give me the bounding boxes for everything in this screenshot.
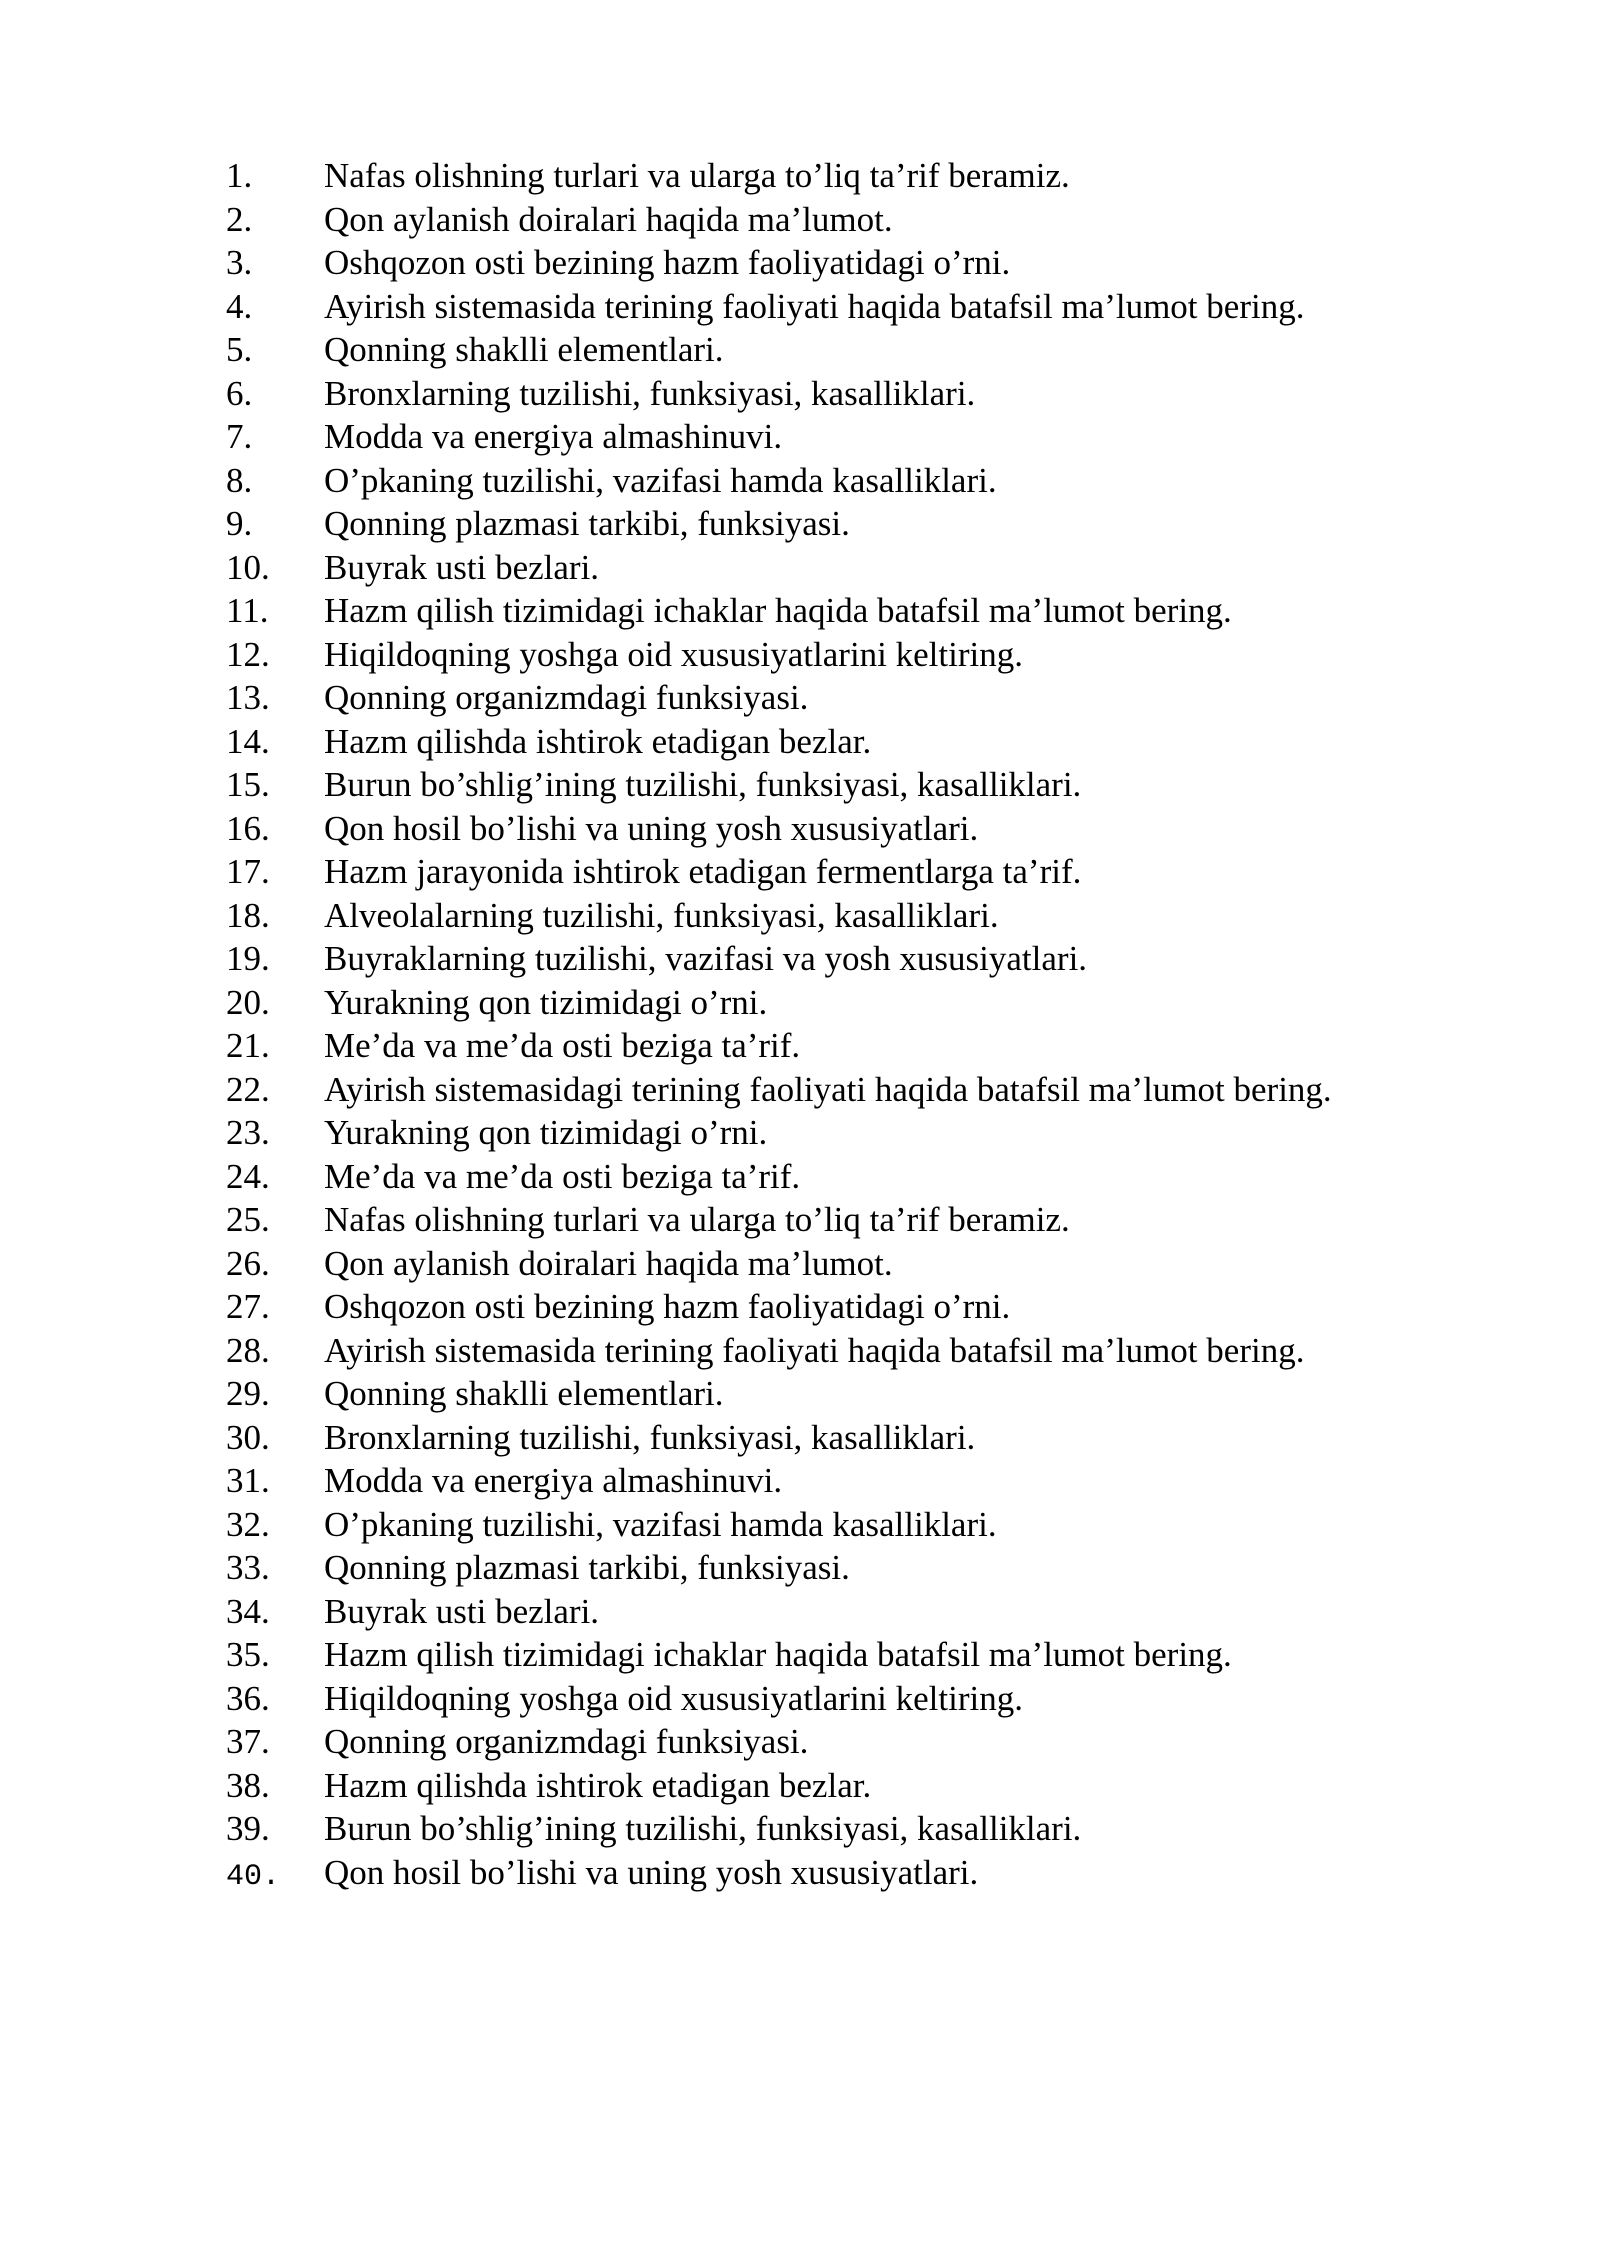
question-text: Qonning shaklli elementlari.	[324, 330, 724, 369]
question-item	[226, 981, 1466, 1025]
question-number: 33.	[226, 1548, 270, 1587]
question-number: 13.	[226, 678, 270, 717]
question-number: 37.	[226, 1722, 270, 1761]
question-item	[226, 720, 1466, 764]
question-item	[226, 1459, 1466, 1503]
question-number: 24.	[226, 1156, 270, 1196]
question-item	[226, 415, 1466, 459]
question-text: Qon hosil bo’lishi va uning yosh xususiyatlari.	[324, 808, 979, 848]
question-item	[226, 1851, 1466, 1895]
question-number: 22.	[226, 1069, 270, 1109]
question-text: Qonning organizmdagi funksiyasi.	[324, 1722, 809, 1761]
question-number: 12.	[226, 634, 270, 674]
question-number: 25.	[226, 1200, 270, 1239]
question-item	[226, 1677, 1466, 1721]
question-number: 10.	[226, 547, 270, 587]
question-text: Qon hosil bo’lishi va uning yosh xususiyatlari.	[324, 1852, 979, 1892]
question-item	[226, 1198, 1466, 1242]
question-text: Hazm qilish tizimidagi ichaklar haqida batafsil ma’lumot bering.	[324, 591, 1232, 630]
question-item	[226, 763, 1466, 807]
question-item	[226, 1416, 1466, 1460]
question-number: 15.	[226, 765, 270, 804]
question-text: Ayirish sistemasida terining faoliyati haqida batafsil ma’lumot bering.	[324, 286, 1305, 326]
question-number: 19.	[226, 939, 270, 978]
question-item	[226, 1633, 1466, 1677]
question-text: Qonning plazmasi tarkibi, funksiyasi.	[324, 504, 850, 543]
question-item	[226, 894, 1466, 938]
question-item	[226, 1024, 1466, 1068]
question-item	[226, 1329, 1466, 1373]
question-item	[226, 1720, 1466, 1764]
question-number: 34.	[226, 1591, 270, 1631]
question-text: Qon aylanish doiralari haqida ma’lumot.	[324, 1243, 893, 1283]
question-text: Ayirish sistemasidagi terining faoliyati haqida batafsil ma’lumot bering.	[324, 1069, 1332, 1109]
question-text: Bronxlarning tuzilishi, funksiyasi, kasalliklari.	[324, 1417, 976, 1457]
question-text: Hazm qilish tizimidagi ichaklar haqida batafsil ma’lumot bering.	[324, 1635, 1232, 1674]
question-text: Modda va energiya almashinuvi.	[324, 1461, 783, 1500]
question-number: 14.	[226, 721, 270, 761]
question-text: Yurakning qon tizimidagi o’rni.	[324, 982, 768, 1022]
question-number: 8.	[226, 460, 253, 500]
question-number: 16.	[226, 808, 270, 848]
question-number: 40.	[226, 1859, 281, 1894]
question-list	[226, 154, 1466, 1894]
question-item	[226, 850, 1466, 894]
question-text: Buyrak usti bezlari.	[324, 1591, 600, 1631]
question-item	[226, 1111, 1466, 1155]
question-number: 21.	[226, 1026, 270, 1065]
question-text: Oshqozon osti bezining hazm faoliyatidagi o’rni.	[324, 243, 1011, 282]
question-number: 36.	[226, 1678, 270, 1718]
question-number: 2.	[226, 199, 253, 239]
question-number: 17.	[226, 852, 270, 891]
question-text: O’pkaning tuzilishi, vazifasi hamda kasalliklari.	[324, 1504, 997, 1544]
question-number: 32.	[226, 1504, 270, 1544]
question-number: 20.	[226, 982, 270, 1022]
question-text: Hazm qilishda ishtirok etadigan bezlar.	[324, 721, 872, 761]
question-item	[226, 937, 1466, 981]
question-item	[226, 1285, 1466, 1329]
question-number: 3.	[226, 243, 253, 282]
question-item	[226, 1764, 1466, 1808]
question-item	[226, 241, 1466, 285]
question-number: 7.	[226, 417, 253, 456]
question-item	[226, 1546, 1466, 1590]
question-text: Hazm qilishda ishtirok etadigan bezlar.	[324, 1765, 872, 1805]
question-item	[226, 1155, 1466, 1199]
question-text: Buyrak usti bezlari.	[324, 547, 600, 587]
question-text: O’pkaning tuzilishi, vazifasi hamda kasalliklari.	[324, 460, 997, 500]
question-text: Alveolalarning tuzilishi, funksiyasi, kasalliklari.	[324, 895, 999, 935]
question-text: Buyraklarning tuzilishi, vazifasi va yosh xususiyatlari.	[324, 939, 1088, 978]
question-item	[226, 1807, 1466, 1851]
question-item	[226, 459, 1466, 503]
question-item	[226, 285, 1466, 329]
question-number: 1.	[226, 156, 253, 195]
question-number: 38.	[226, 1765, 270, 1805]
question-number: 31.	[226, 1461, 270, 1500]
question-number: 26.	[226, 1243, 270, 1283]
question-item	[226, 546, 1466, 590]
question-number: 9.	[226, 504, 253, 543]
question-item	[226, 807, 1466, 851]
question-text: Qon aylanish doiralari haqida ma’lumot.	[324, 199, 893, 239]
question-text: Qonning plazmasi tarkibi, funksiyasi.	[324, 1548, 850, 1587]
question-text: Modda va energiya almashinuvi.	[324, 417, 783, 456]
question-item	[226, 502, 1466, 546]
question-text: Me’da va me’da osti beziga ta’rif.	[324, 1026, 801, 1065]
question-item	[226, 1242, 1466, 1286]
question-text: Yurakning qon tizimidagi o’rni.	[324, 1113, 768, 1152]
question-item	[226, 372, 1466, 416]
question-number: 27.	[226, 1287, 270, 1326]
question-item	[226, 1372, 1466, 1416]
question-item	[226, 1590, 1466, 1634]
question-text: Qonning shaklli elementlari.	[324, 1374, 724, 1413]
question-item	[226, 633, 1466, 677]
question-text: Bronxlarning tuzilishi, funksiyasi, kasalliklari.	[324, 373, 976, 413]
question-item	[226, 589, 1466, 633]
question-text: Ayirish sistemasida terining faoliyati haqida batafsil ma’lumot bering.	[324, 1330, 1305, 1370]
question-item	[226, 328, 1466, 372]
question-number: 35.	[226, 1635, 270, 1674]
question-number: 5.	[226, 330, 253, 369]
question-number: 39.	[226, 1809, 270, 1848]
question-text: Nafas olishning turlari va ularga to’liq ta’rif beramiz.	[324, 1200, 1070, 1239]
question-number: 28.	[226, 1330, 270, 1370]
question-text: Nafas olishning turlari va ularga to’liq ta’rif beramiz.	[324, 156, 1070, 195]
question-text: Qonning organizmdagi funksiyasi.	[324, 678, 809, 717]
question-text: Hazm jarayonida ishtirok etadigan fermentlarga ta’rif.	[324, 852, 1082, 891]
question-item	[226, 198, 1466, 242]
question-text: Hiqildoqning yoshga oid xususiyatlarini keltiring.	[324, 634, 1023, 674]
question-text: Burun bo’shlig’ining tuzilishi, funksiyasi, kasalliklari.	[324, 765, 1082, 804]
question-number: 30.	[226, 1417, 270, 1457]
question-text: Oshqozon osti bezining hazm faoliyatidagi o’rni.	[324, 1287, 1011, 1326]
question-text: Burun bo’shlig’ining tuzilishi, funksiyasi, kasalliklari.	[324, 1809, 1082, 1848]
question-number: 6.	[226, 373, 253, 413]
question-item	[226, 676, 1466, 720]
question-number: 4.	[226, 286, 253, 326]
question-item	[226, 1068, 1466, 1112]
question-number: 29.	[226, 1374, 270, 1413]
question-item	[226, 1503, 1466, 1547]
question-number: 18.	[226, 895, 270, 935]
question-number: 11.	[226, 591, 269, 630]
question-text: Me’da va me’da osti beziga ta’rif.	[324, 1156, 801, 1196]
question-item	[226, 154, 1466, 198]
question-text: Hiqildoqning yoshga oid xususiyatlarini keltiring.	[324, 1678, 1023, 1718]
question-number: 23.	[226, 1113, 270, 1152]
